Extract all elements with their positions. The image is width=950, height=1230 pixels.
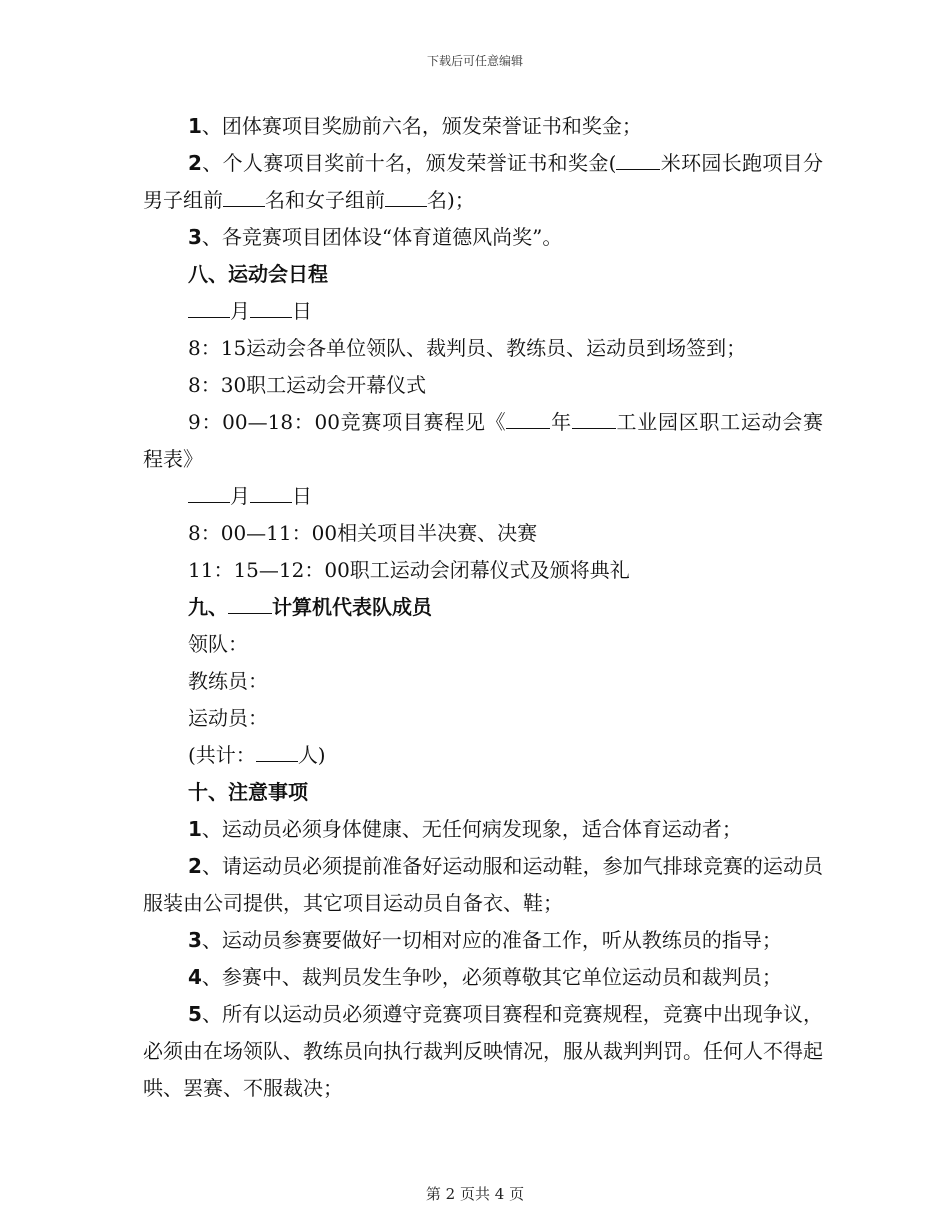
team-athlete: 运动员： <box>188 706 268 730</box>
fill-blank <box>223 205 265 207</box>
section-9-heading: 九、 计算机代表队成员 <box>188 595 432 619</box>
fill-blank <box>228 612 272 614</box>
fill-blank <box>250 316 292 318</box>
fill-blank <box>188 501 230 503</box>
schedule-item: 8：30职工运动会开幕仪式 <box>188 373 427 397</box>
team-leader: 领队： <box>188 632 248 656</box>
fill-blank <box>385 205 427 207</box>
schedule-item: 8：00—11：00相关项目半决赛、决赛 <box>188 521 538 545</box>
schedule-date-1: 月 日 <box>143 293 823 330</box>
fill-blank <box>188 316 230 318</box>
notice-item: 1、运动员必须身体健康、无任何病发现象，适合体育运动者； <box>188 817 742 841</box>
section-10-heading: 十、注意事项 <box>188 780 308 804</box>
page-header: 下载后可任意编辑 <box>426 54 523 68</box>
document-body <box>143 108 823 1107</box>
fill-blank <box>572 427 616 429</box>
schedule-item: 8：15运动会各单位领队、裁判员、教练员、运动员到场签到； <box>188 336 747 360</box>
team-total: (共计： 人) <box>188 743 326 767</box>
notice-item: 2、请运动员必须提前准备好运动服和运动鞋，参加气排球竞赛的运动员服装由公司提供，其它项目运动员自备衣、鞋； <box>143 854 823 915</box>
notice-item: 5、所有以运动员必须遵守竞赛项目赛程和竞赛规程，竞赛中出现争议，必须由在场领队、教练员向执行裁判反映情况，服从裁判判罚。任何人不得起哄、罢赛、不服裁决； <box>143 1002 823 1100</box>
section-8-heading: 八、运动会日程 <box>188 262 328 286</box>
schedule-item: 9：00—18：00竞赛项目赛程见《 年 工业园区职工运动会赛程表》 <box>143 410 824 471</box>
notice-item: 4、参赛中、裁判员发生争吵，必须尊敬其它单位运动员和裁判员； <box>188 965 782 989</box>
schedule-date-2: 月 日 <box>143 478 823 515</box>
notice-item: 3、运动员参赛要做好一切相对应的准备工作，听从教练员的指导； <box>188 928 782 952</box>
team-coach: 教练员： <box>188 669 268 693</box>
award-item-3: 3、各竞赛项目团体设“体育道德风尚奖”。 <box>188 225 563 249</box>
schedule-item: 11：15—12：00职工运动会闭幕仪式及颁将典礼 <box>188 558 630 582</box>
award-item-2: 2、个人赛项目奖前十名，颁发荣誉证书和奖金( 米环园长跑项目分男子组前 名和女子组前 名)； <box>143 151 823 212</box>
page-footer: 第 2 页共 4 页 <box>425 1185 525 1203</box>
fill-blank <box>250 501 292 503</box>
award-item-1: 1、团体赛项目奖励前六名，颁发荣誉证书和奖金； <box>188 114 642 138</box>
fill-blank <box>256 760 298 762</box>
fill-blank <box>616 168 660 170</box>
fill-blank <box>506 427 550 429</box>
